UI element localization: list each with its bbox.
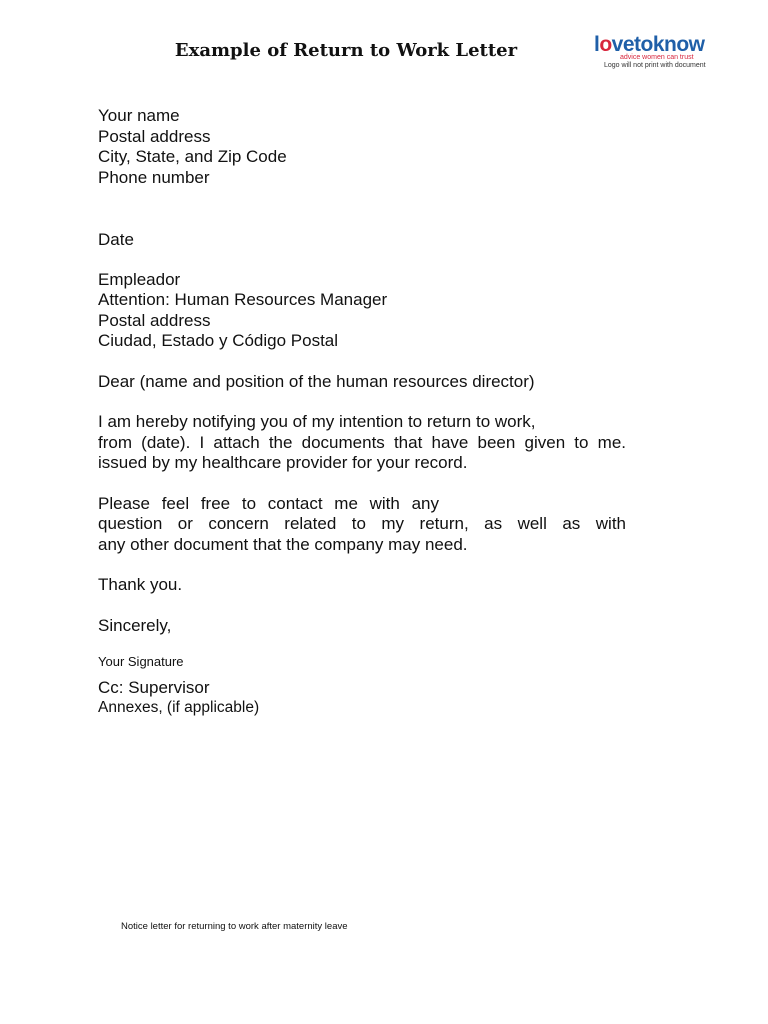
logo-tagline: advice women can trust — [620, 54, 694, 61]
paragraph-line: issued by my healthcare provider for your record. — [98, 453, 468, 472]
paragraph-line: I am hereby notifying you of my intention to return to work, — [98, 412, 536, 431]
signature-line: Your Signature — [98, 654, 184, 669]
sender-city: City, State, and Zip Code — [98, 147, 287, 166]
recipient-employer: Empleador — [98, 269, 181, 289]
paragraph-intention — [98, 412, 626, 474]
sender-block — [98, 106, 626, 188]
thanks-line: Thank you. — [98, 575, 183, 594]
sender-address: Postal address — [98, 126, 211, 146]
annexes-line: Annexes, (if applicable) — [98, 698, 260, 716]
sender-name: Your name — [98, 106, 180, 125]
logo-print-note: Logo will not print with document — [604, 62, 706, 69]
paragraph-line: question or concern related to my return, as well as with — [98, 514, 626, 533]
salutation: Dear (name and position of the human resources director) — [98, 371, 535, 391]
recipient-block — [98, 270, 626, 352]
letter-date: Date — [98, 230, 134, 249]
logo-wordmark — [594, 34, 724, 55]
page-title: Example of Return to Work Letter — [174, 40, 518, 61]
paragraph-line: any other document that the company may need. — [98, 534, 468, 554]
closing-line: Sincerely, — [98, 615, 172, 635]
recipient-city: Ciudad, Estado y Código Postal — [98, 331, 339, 350]
logo-letter-l: l — [594, 33, 600, 56]
sender-phone: Phone number — [98, 167, 210, 187]
footer-caption: Notice letter for returning to work after maternity leave — [121, 921, 348, 932]
paragraph-line: Please feel free to contact me with any — [98, 493, 439, 513]
letter-body — [98, 106, 626, 717]
recipient-attention: Attention: Human Resources Manager — [98, 290, 388, 309]
logo-word-rest: vetoknow — [611, 33, 705, 56]
logo-heart-o: o — [599, 33, 612, 56]
paragraph-line: from (date). I attach the documents that have been given to me. — [98, 432, 626, 452]
lovetoknow-logo — [594, 34, 724, 74]
cc-line: Cc: Supervisor — [98, 678, 210, 697]
paragraph-contact — [98, 494, 626, 556]
recipient-address: Postal address — [98, 310, 211, 330]
